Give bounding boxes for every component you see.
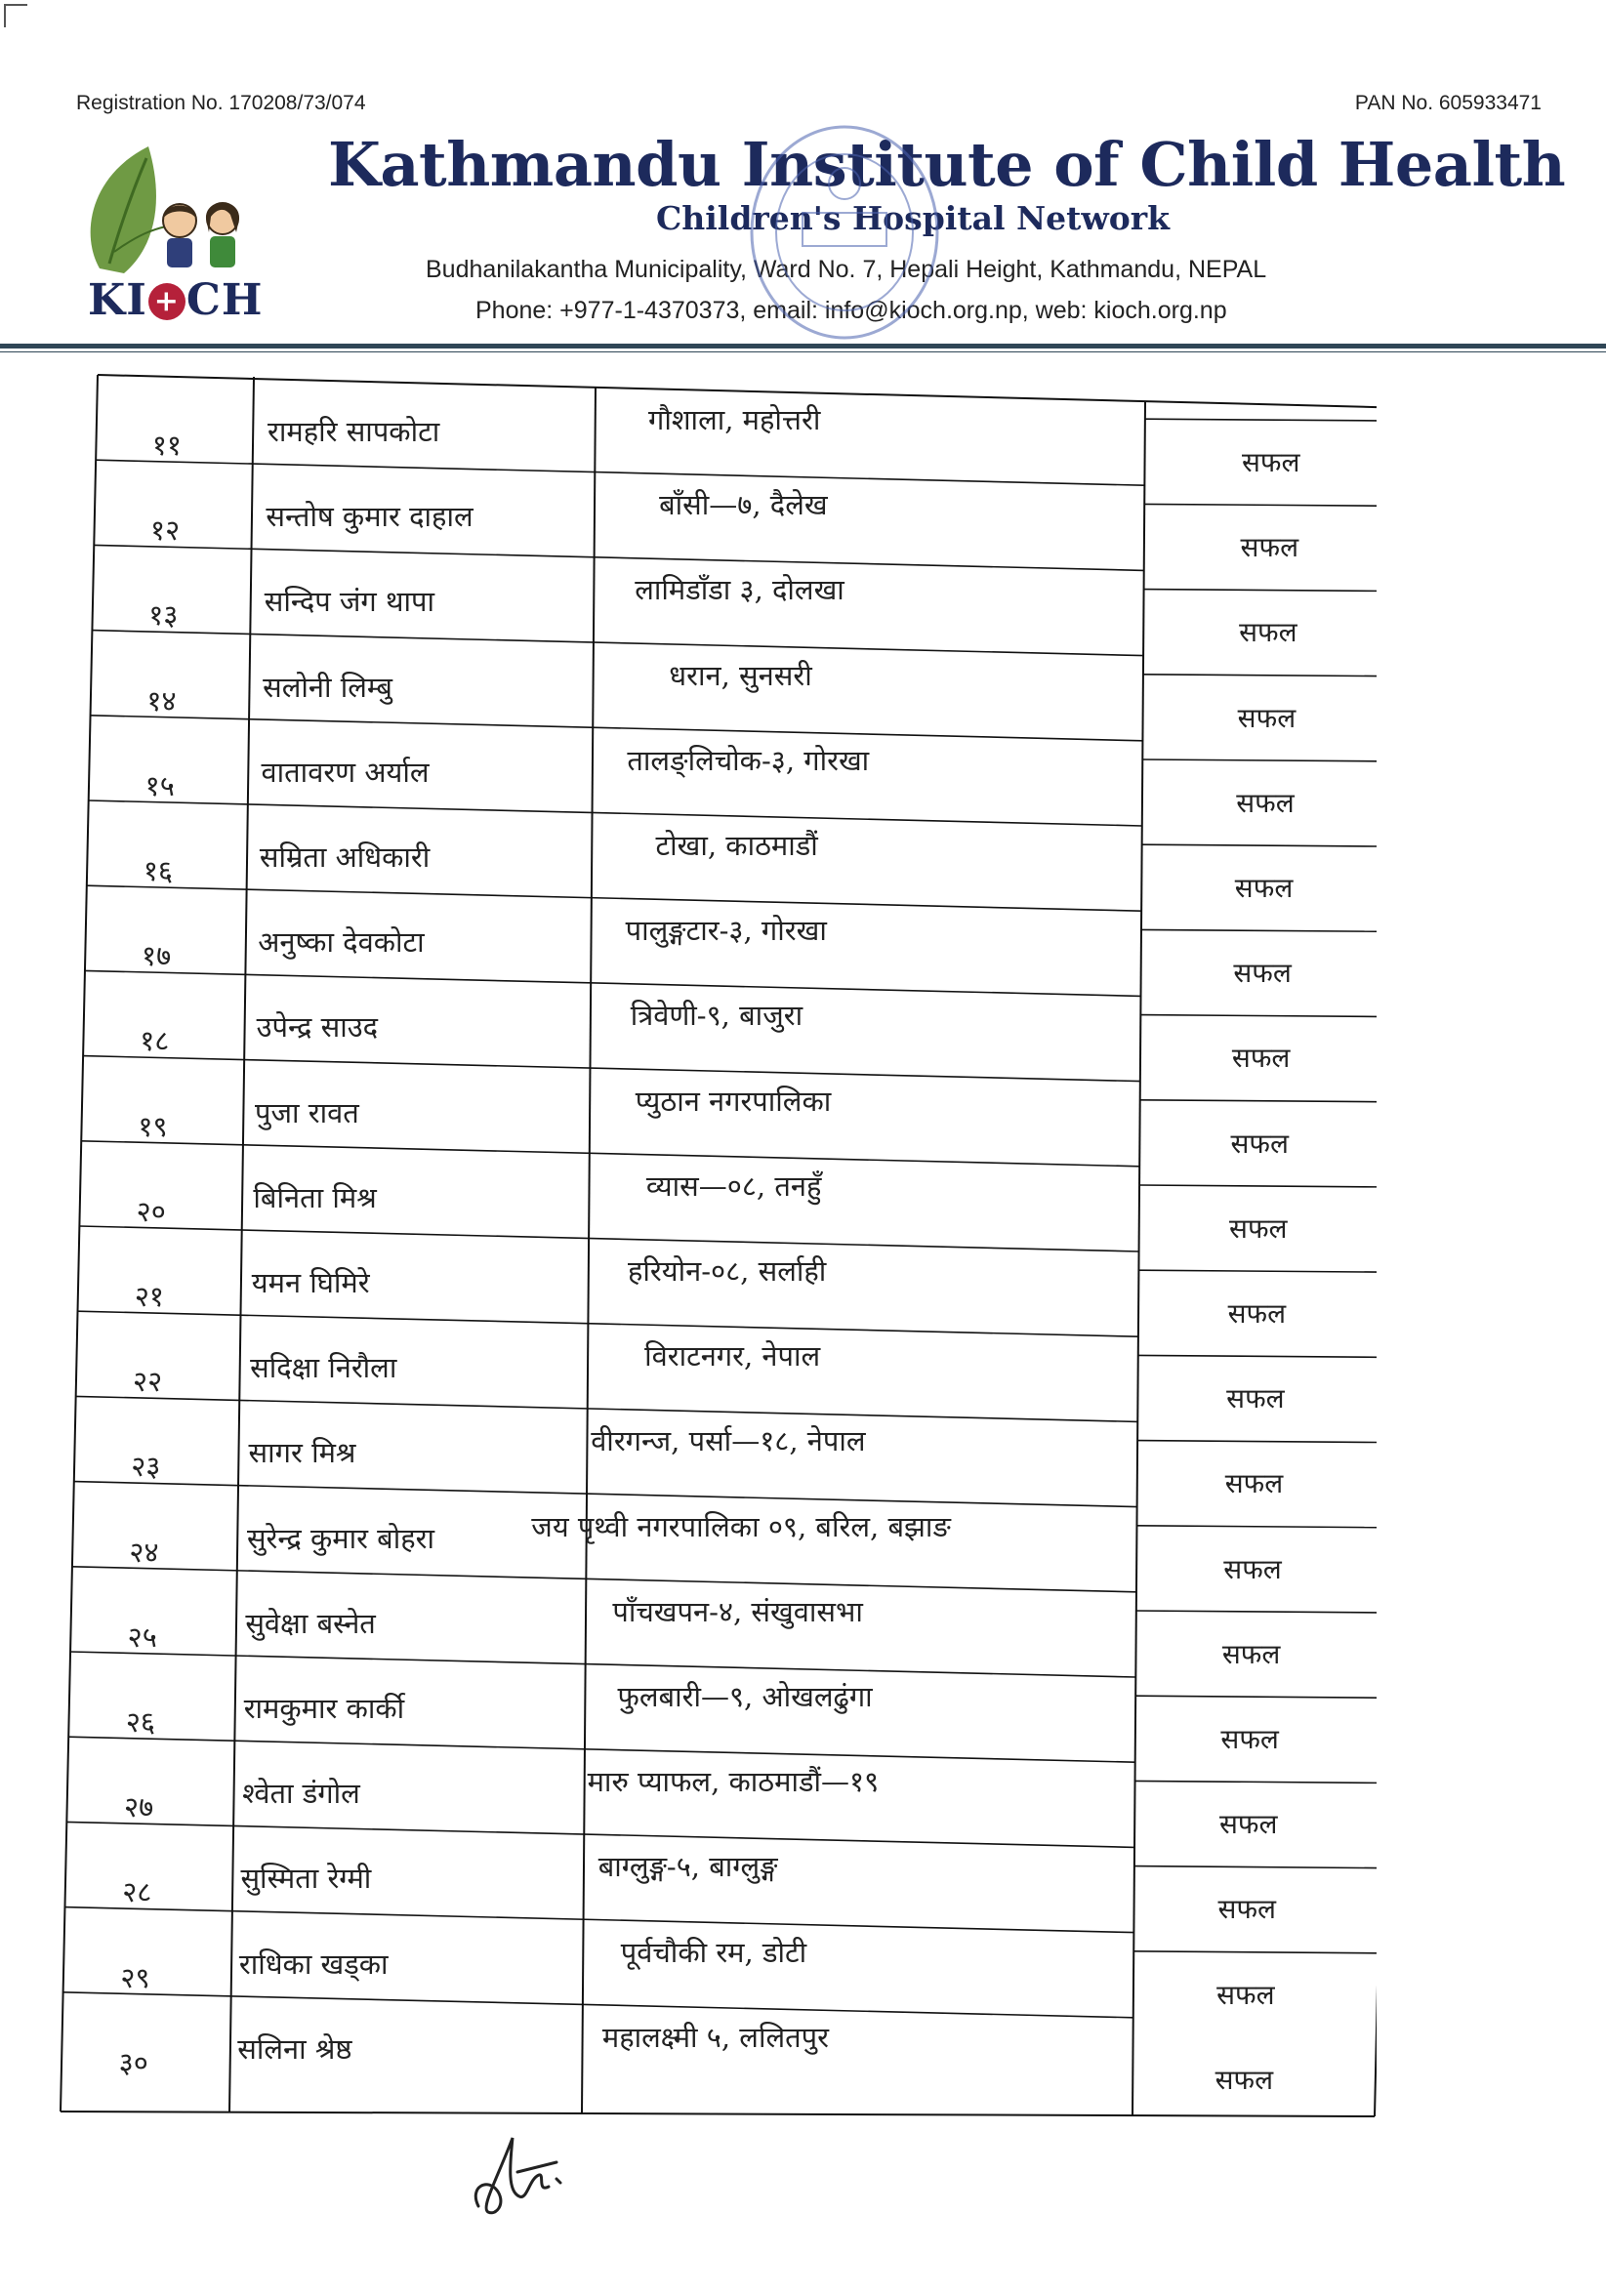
row-number: २५ xyxy=(127,1620,157,1654)
row-number: १६ xyxy=(143,854,173,887)
table-row-divider xyxy=(70,1652,1136,1677)
candidate-address: लामिडाँडा ३, दोलखा xyxy=(635,573,844,607)
candidate-name: राधिका खड्का xyxy=(238,1947,389,1981)
candidate-address: हरियोन-०८, सर्लाही xyxy=(628,1254,827,1288)
result-status: सफल xyxy=(1230,1127,1289,1160)
candidate-name: सुस्मिता रेग्मी xyxy=(240,1862,372,1896)
result-status: सफल xyxy=(1231,1042,1291,1075)
table-row-divider xyxy=(87,885,1142,911)
candidate-name: सम्रिता अधिकारी xyxy=(259,840,431,874)
row-number: २६ xyxy=(125,1705,155,1739)
status-cell-divider xyxy=(1142,675,1377,676)
table-row-divider xyxy=(66,1822,1134,1847)
status-cell-divider xyxy=(1140,929,1377,931)
table-row-divider xyxy=(77,1311,1138,1336)
status-cell-divider xyxy=(1144,504,1377,506)
candidate-name: सन्दिप जंग थापा xyxy=(264,585,435,619)
row-number: २० xyxy=(136,1194,166,1228)
table-row-divider xyxy=(73,1482,1136,1507)
candidate-name: वातावरण अर्याल xyxy=(261,755,430,789)
result-status: सफल xyxy=(1229,1211,1288,1245)
result-status: सफल xyxy=(1216,1978,1275,2011)
status-cell-divider xyxy=(1139,1100,1377,1102)
result-status: सफल xyxy=(1227,1297,1287,1330)
candidate-address: पूर्वचौकी रम, डोटी xyxy=(620,1935,807,1969)
table-row-divider xyxy=(68,1737,1135,1762)
row-number: १९ xyxy=(138,1109,168,1143)
candidate-name: यमन घिमिरे xyxy=(251,1266,370,1299)
candidate-address: वीरगन्ज, पर्सा—१८, नेपाल xyxy=(591,1424,866,1458)
status-cell-divider xyxy=(1134,1781,1377,1783)
candidate-address: पाँचखपन-४, संखुवासभा xyxy=(612,1594,863,1628)
result-status: सफल xyxy=(1236,786,1295,819)
candidate-name: सन्तोष कुमार दाहाल xyxy=(266,500,474,534)
candidate-address: टोखा, काठमाडौं xyxy=(655,829,818,862)
status-cell-divider xyxy=(1141,844,1377,846)
row-number: २२ xyxy=(133,1365,163,1399)
result-status: सफल xyxy=(1240,531,1299,564)
candidate-address: तालङ्लिचोक-३, गोरखा xyxy=(627,743,870,777)
candidate-address: धरान, सुनसरी xyxy=(669,658,812,692)
status-cell-divider xyxy=(1138,1270,1377,1272)
result-status: सफल xyxy=(1220,1723,1279,1755)
organization-name: Kathmandu Institute of Child Health xyxy=(328,129,1566,200)
row-number: २४ xyxy=(129,1535,159,1569)
candidate-name: रामकुमार कार्की xyxy=(243,1692,405,1725)
candidate-name: सदिक्षा निरौला xyxy=(250,1351,397,1385)
status-cell-divider xyxy=(1135,1696,1377,1698)
status-cell-divider xyxy=(1137,1355,1377,1357)
table-row-divider xyxy=(79,1226,1139,1251)
status-cell-divider xyxy=(1137,1441,1377,1443)
row-number: १२ xyxy=(150,513,181,548)
result-status: सफल xyxy=(1226,1382,1285,1415)
candidate-address: व्यास—०८, तनहुँ xyxy=(645,1168,822,1203)
candidate-address: त्रिवेणी-९, बाजुरा xyxy=(630,999,803,1033)
status-cell-divider xyxy=(1143,590,1377,592)
row-number: १५ xyxy=(144,768,175,802)
status-cell-divider xyxy=(1133,1951,1377,1953)
candidate-name: बिनिता मिश्र xyxy=(253,1180,377,1214)
candidate-name: उपेन्द्र साउद xyxy=(256,1010,379,1045)
candidate-name: सुवेक्षा बस्नेत xyxy=(245,1606,376,1640)
signature xyxy=(459,2118,576,2226)
table-row-divider xyxy=(64,1907,1134,1933)
row-number: १७ xyxy=(142,939,172,973)
row-number: २१ xyxy=(134,1280,164,1313)
row-number: २७ xyxy=(124,1790,154,1824)
status-cell-divider xyxy=(1142,759,1377,761)
candidate-name: सलोनी लिम्बु xyxy=(263,670,392,704)
row-number: २९ xyxy=(120,1960,150,1994)
table-row-divider xyxy=(83,1056,1140,1082)
row-number: ११ xyxy=(151,429,182,462)
result-status: सफल xyxy=(1234,872,1294,904)
candidate-name: श्वेता डंगोल xyxy=(242,1777,360,1811)
header-rule-thin xyxy=(0,351,1606,352)
status-cell-divider xyxy=(1140,1015,1377,1017)
table-row-divider xyxy=(62,1992,1133,2018)
candidate-address: फुलबारी—९, ओखलढुंगा xyxy=(617,1680,873,1713)
candidate-address: प्युठान नगरपालिका xyxy=(635,1084,832,1118)
result-status: सफल xyxy=(1224,1467,1284,1500)
result-status: सफल xyxy=(1233,957,1292,990)
candidate-address: मारु प्याफल, काठमाडौं—१९ xyxy=(587,1765,880,1799)
candidate-address: बाग्लुङ्ग-५, बाग्लुङ्ग xyxy=(597,1850,778,1884)
table-row-divider xyxy=(71,1567,1136,1592)
candidate-address: महालक्ष्मी ५, ललितपुर xyxy=(601,2020,829,2054)
status-cell-divider xyxy=(1139,1185,1378,1187)
registration-number: Registration No. 170208/73/074 xyxy=(76,92,366,114)
candidate-name: सलिना श्रेष्ठ xyxy=(237,2031,352,2066)
status-cell-divider xyxy=(1133,1866,1377,1868)
table-row-divider xyxy=(85,970,1141,996)
candidate-name: रामहरि सापकोटा xyxy=(268,415,440,448)
row-number: ३० xyxy=(118,2045,148,2079)
organization-address: Budhanilakantha Municipality, Ward No. 7, Hepali Height, Kathmandu, NEPAL xyxy=(426,256,1267,283)
result-status: सफल xyxy=(1242,446,1300,478)
candidate-address: विराटनगर, नेपाल xyxy=(644,1339,821,1374)
result-status: सफल xyxy=(1217,1893,1277,1926)
candidate-name: सुरेन्द्र कुमार बोहरा xyxy=(246,1521,435,1555)
result-status: सफल xyxy=(1218,1808,1278,1841)
row-number: १४ xyxy=(146,683,177,718)
result-status: सफल xyxy=(1215,2063,1274,2096)
row-number: २३ xyxy=(131,1450,161,1484)
candidate-address: गौशाला, महोत्तरी xyxy=(648,403,821,436)
status-cell-divider xyxy=(1135,1611,1377,1613)
status-cell-divider xyxy=(1144,419,1377,421)
candidate-address: जय पृथ्वी नगरपालिका ०९, बरिल, बझाङ xyxy=(531,1509,951,1543)
row-number: २८ xyxy=(122,1875,152,1909)
candidate-name: पुजा रावत xyxy=(255,1095,359,1129)
candidate-name: सागर मिश्र xyxy=(248,1436,356,1470)
candidate-address: पालुङ्गटार-३, गोरखा xyxy=(625,914,827,948)
candidate-name: अनुष्का देवकोटा xyxy=(258,925,425,960)
table-row-divider xyxy=(89,800,1142,826)
result-status: सफल xyxy=(1237,701,1297,734)
table-row-divider xyxy=(81,1141,1139,1167)
header-rule xyxy=(0,344,1606,348)
result-status: सफल xyxy=(1239,616,1297,649)
table-row-divider xyxy=(75,1396,1137,1421)
organization-seal-icon xyxy=(742,115,947,349)
network-name: Children's Hospital Network xyxy=(656,199,1171,237)
row-number: १८ xyxy=(140,1024,170,1058)
medical-cross-icon: + xyxy=(148,283,185,320)
candidate-address: बाँसी—७, दैलेख xyxy=(659,488,828,522)
result-status: सफल xyxy=(1221,1637,1281,1670)
scan-corner-mark xyxy=(4,4,27,27)
row-number: १३ xyxy=(148,598,179,633)
kioch-logo-wordmark: KI + CH xyxy=(88,275,264,325)
result-status: सफल xyxy=(1223,1552,1282,1585)
status-cell-divider xyxy=(1136,1526,1377,1528)
pan-number: PAN No. 605933471 xyxy=(1354,92,1542,114)
organization-contact: Phone: +977-1-4370373, email: info@kioch.org.np, web: kioch.org.np xyxy=(475,297,1227,324)
